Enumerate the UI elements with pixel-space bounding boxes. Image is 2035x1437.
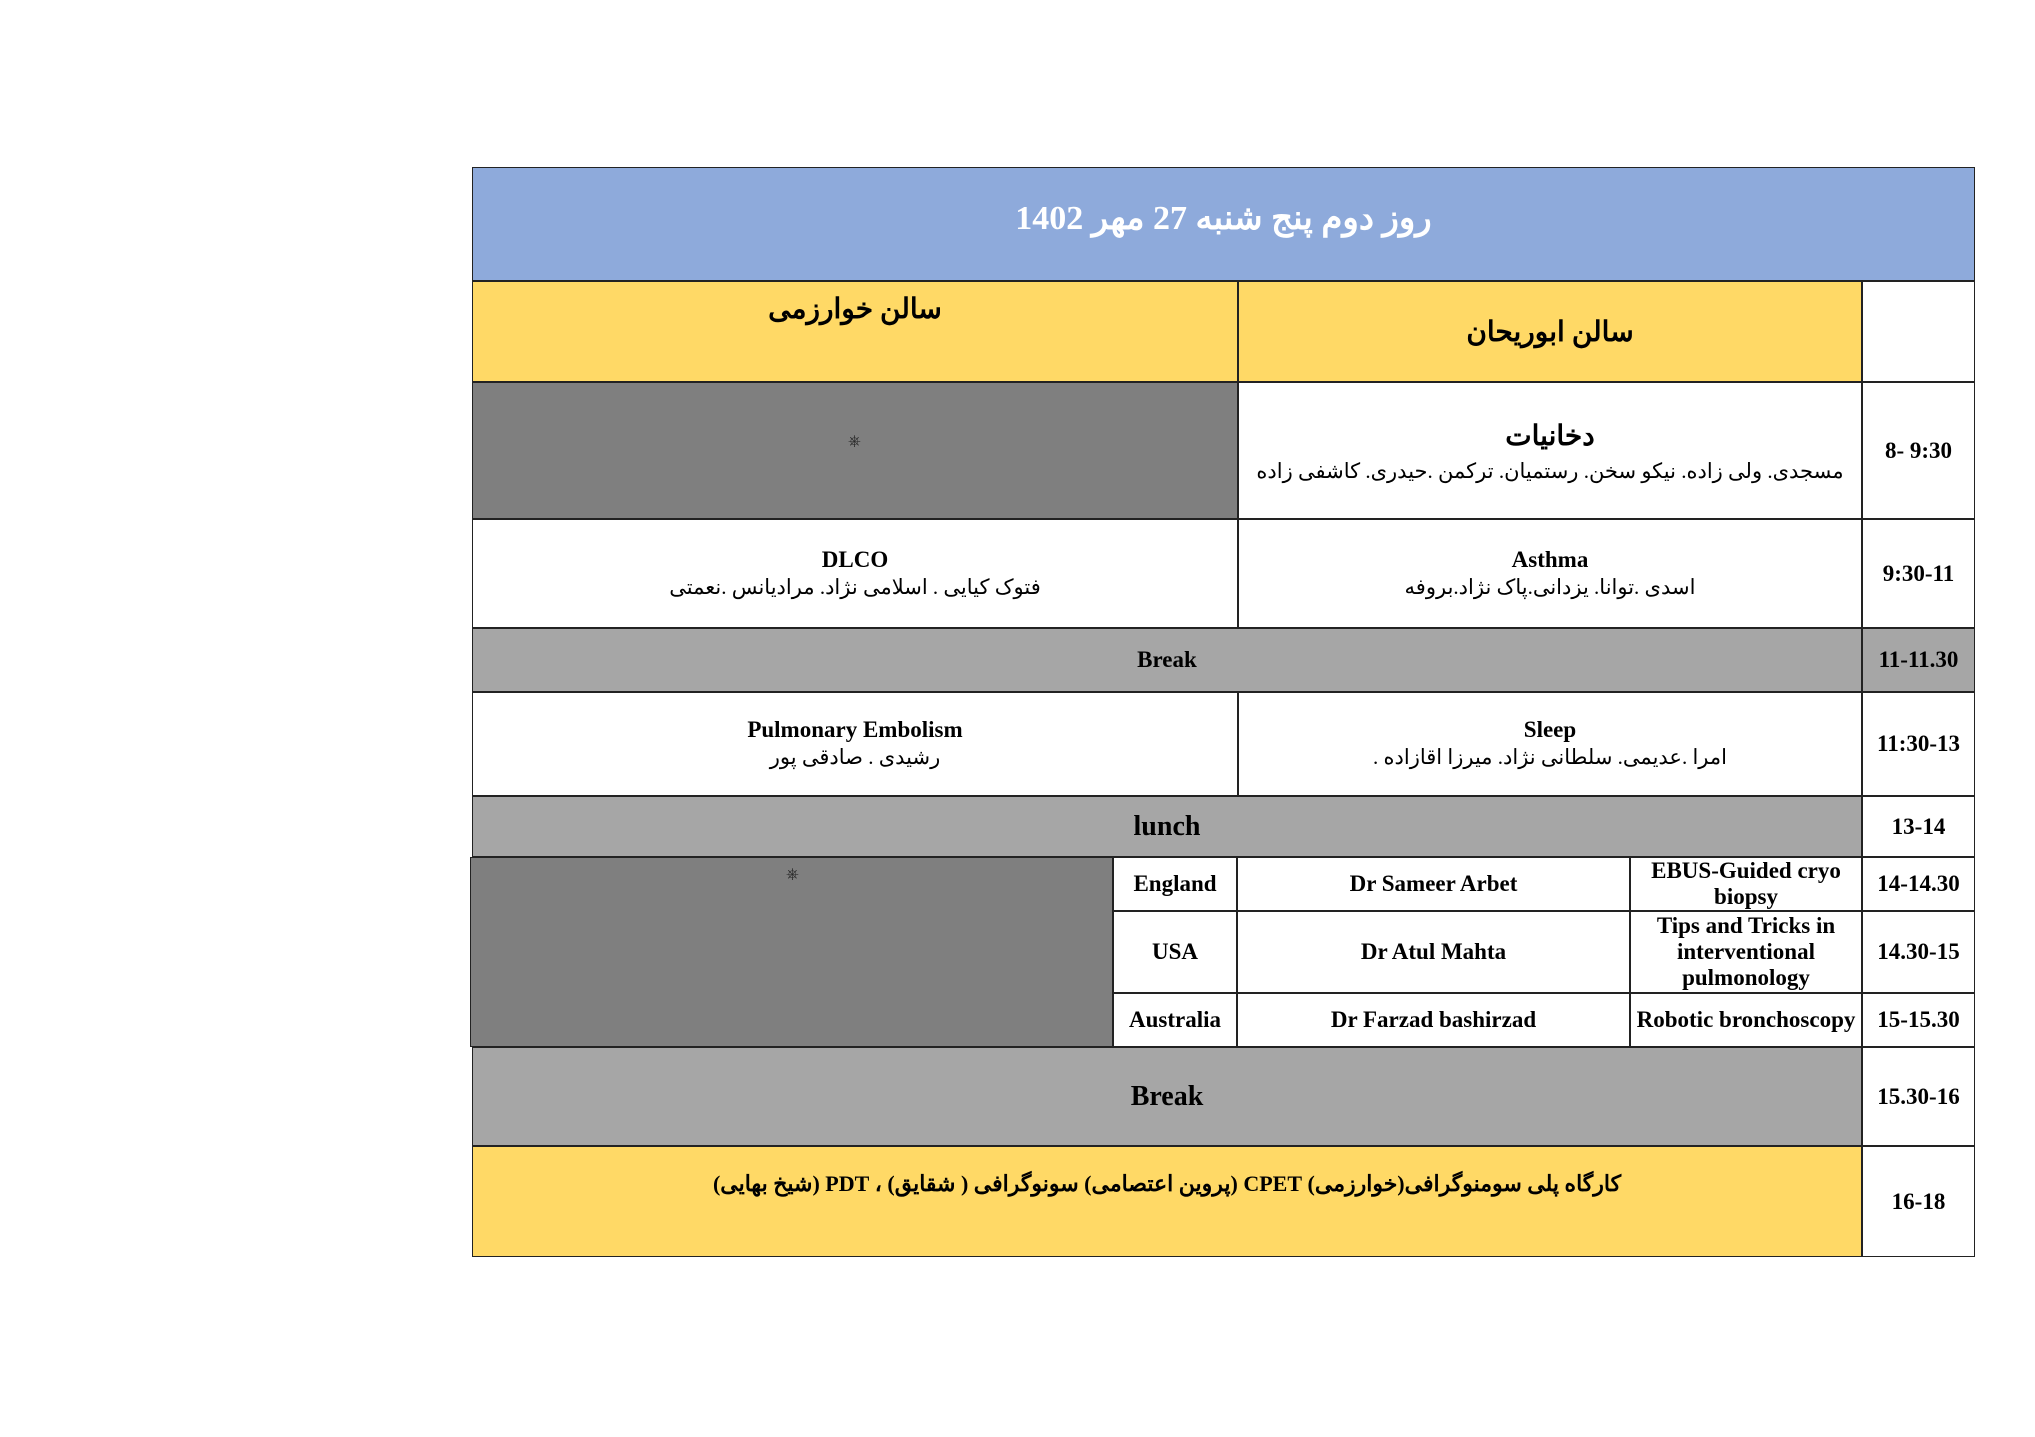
break-label: Break: [1137, 647, 1197, 672]
abourihan-session-2: [1238, 519, 1862, 628]
kharazmi-session-4: [472, 692, 1238, 796]
kharazmi-session-2: [472, 519, 1238, 628]
session-speakers: اسدی .توانا. یزدانی.پاک نژاد.بروفه: [1404, 574, 1696, 599]
session-speakers: امرا .عدیمی. سلطانی نژاد. میرزا اقازاده .: [1373, 745, 1727, 769]
workshops-text: کارگاه پلی سومنوگرافی(خوارزمی) CPET (پروین اعتصامی) سونوگرافی ( شقایق) ، PDT (شیخ بهایی): [712, 1171, 1622, 1196]
time-slot-10: [1862, 1146, 1975, 1257]
talk-topic-label: Tips and Tricks in interventional pulmonology: [1656, 913, 1836, 990]
talk-speaker-label: Dr Atul Mahta: [1360, 939, 1507, 964]
talk-topic: [1630, 993, 1862, 1047]
session-speakers: رشیدی . صادقی پور: [769, 745, 941, 769]
time-slot-7: [1862, 911, 1975, 993]
abourihan-session-4: [1238, 692, 1862, 796]
time-label: 13-14: [1891, 813, 1946, 839]
lunch-label: lunch: [1133, 810, 1201, 842]
talk-speaker: [1237, 993, 1630, 1047]
break-row-2: [472, 1047, 1862, 1146]
time-label: 15.30-16: [1877, 1083, 1960, 1109]
session-speakers: مسجدی. ولی زاده. نیکو سخن. رستمیان. ترکمن .حیدری. کاشفی زاده: [1256, 458, 1844, 483]
session-topic: Asthma: [1511, 546, 1589, 572]
session-speakers: فتوک کیایی . اسلامی نژاد. مرادیانس .نعمتی: [669, 574, 1041, 599]
hall-kharazmi-label: سالن خوارزمی: [768, 294, 942, 325]
talk-speaker: [1237, 911, 1630, 993]
kharazmi-empty-slot-talks: [470, 857, 1113, 1047]
time-slot-8: [1862, 993, 1975, 1047]
workshops-row: [472, 1146, 1862, 1257]
time-label: 15-15.30: [1877, 1007, 1960, 1032]
talk-topic: [1630, 911, 1862, 993]
talk-country-label: Australia: [1129, 1007, 1221, 1032]
hall-abourihan-header: [1238, 281, 1862, 382]
time-label: 16-18: [1891, 1188, 1946, 1214]
time-label: 9:30-11: [1882, 560, 1955, 586]
session-topic: DLCO: [821, 546, 889, 572]
time-label: 11:30-13: [1876, 731, 1961, 756]
time-slot-4: [1862, 692, 1975, 796]
time-slot-1: [1862, 382, 1975, 519]
lunch-row: [472, 796, 1862, 857]
page-title: [472, 167, 1975, 281]
hall-abourihan-label: سالن ابوریحان: [1466, 316, 1634, 348]
time-slot-6: [1862, 857, 1975, 911]
marker-icon: ⎈: [848, 433, 861, 450]
talk-country: [1113, 911, 1237, 993]
time-label: 14.30-15: [1877, 939, 1960, 964]
time-slot-9: [1862, 1047, 1975, 1146]
time-slot-3: [1862, 628, 1975, 692]
time-label: 14-14.30: [1877, 871, 1960, 896]
talk-country-label: USA: [1151, 939, 1198, 964]
talk-speaker: [1237, 857, 1630, 911]
talk-topic-label: Robotic bronchoscopy: [1636, 1007, 1856, 1032]
talk-speaker-label: Dr Farzad bashirzad: [1330, 1007, 1537, 1032]
talk-country: [1113, 993, 1237, 1047]
break-label: Break: [1130, 1080, 1204, 1112]
time-slot-2: [1862, 519, 1975, 628]
marker-icon: ⎈: [786, 866, 799, 883]
break-row-1: [472, 628, 1862, 692]
talk-topic-label: EBUS-Guided cryo biopsy: [1651, 858, 1841, 909]
talk-speaker-label: Dr Sameer Arbet: [1349, 871, 1518, 896]
talk-country: [1113, 857, 1237, 911]
time-slot-5: [1862, 796, 1975, 857]
time-label: 11-11.30: [1878, 647, 1959, 672]
session-topic: دخانیات: [1505, 420, 1595, 452]
abourihan-session-1: [1238, 382, 1862, 519]
hall-kharazmi-header: [472, 281, 1238, 382]
time-label: 8- 9:30: [1884, 437, 1953, 463]
time-column-header: [1862, 281, 1975, 382]
talk-country-label: England: [1133, 871, 1217, 896]
session-topic: Sleep: [1523, 717, 1577, 742]
talk-topic: [1630, 857, 1862, 911]
session-topic: Pulmonary Embolism: [747, 717, 963, 742]
kharazmi-empty-slot-1: [472, 382, 1238, 519]
title-text: روز دوم پنج شنبه 27 مهر 1402: [1015, 200, 1432, 237]
